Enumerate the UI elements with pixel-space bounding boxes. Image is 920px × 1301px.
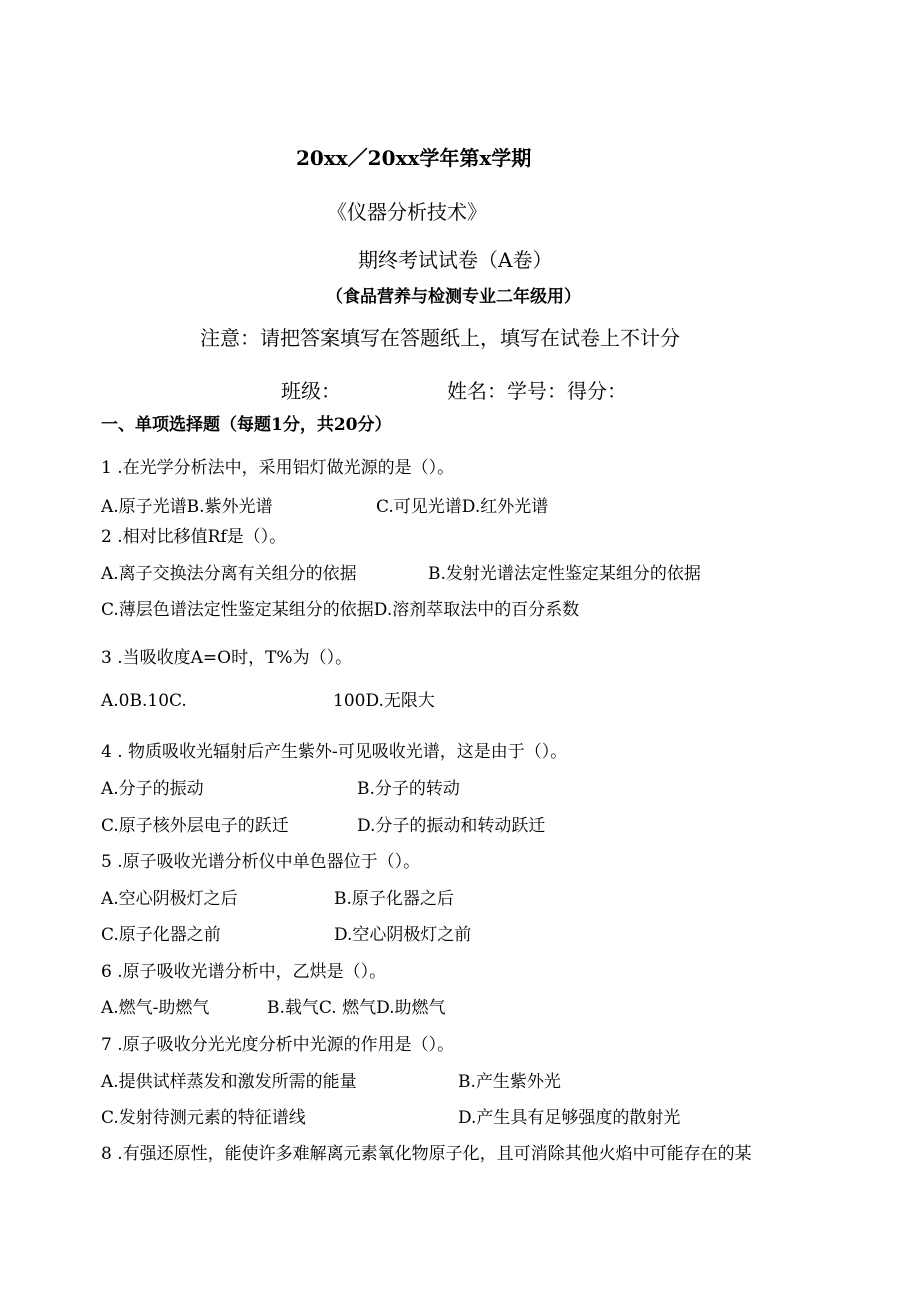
question-option: B.发射光谱法定性鉴定某组分的依据 — [428, 564, 701, 584]
question-option: A.分子的振动 — [101, 779, 204, 799]
question-stem: 1 .在光学分析法中，采用铝灯做光源的是（）。 — [101, 458, 455, 478]
question-option: D.分子的振动和转动跃迁 — [357, 816, 546, 836]
question-option: A.燃气-助燃气 — [101, 998, 210, 1018]
question-stem: 4 . 物质吸收光辐射后产生紫外-可见吸收光谱，这是由于（）。 — [101, 742, 568, 762]
question-option: B.载气C. 燃气D.助燃气 — [267, 998, 446, 1018]
question-option: A.离子交换法分离有关组分的依据 — [101, 564, 357, 584]
question-stem: 8 .有强还原性，能使许多难解离元素氧化物原子化，且可消除其他火焰中可能存在的某 — [101, 1144, 752, 1164]
question-stem: 3 .当吸收度A=O时，T%为（）。 — [101, 648, 353, 668]
class-label: 班级： — [281, 379, 341, 403]
question-option: 100D.无限大 — [333, 691, 435, 711]
question-option: D.空心阴极灯之前 — [334, 925, 472, 945]
question-option: C.原子化器之前 — [101, 925, 221, 945]
question-stem: 5 .原子吸收光谱分析仪中单色器位于（）。 — [101, 852, 421, 872]
question-stem: 7 .原子吸收分光光度分析中光源的作用是（）。 — [101, 1035, 455, 1055]
course-title: 《仪器分析技术》 — [327, 200, 487, 224]
question-option: C.可见光谱D.红外光谱 — [376, 497, 549, 517]
question-option: C.发射待测元素的特征谱线 — [101, 1108, 306, 1128]
question-option: A.空心阴极灯之后 — [101, 889, 238, 909]
question-option: B.产生紫外光 — [458, 1072, 561, 1092]
question-stem: 2 .相对比移值Rf是（）。 — [101, 527, 287, 547]
question-option: C.原子核外层电子的跃迁 — [101, 816, 289, 836]
name-id-score-label: 姓名：学号：得分： — [447, 379, 627, 403]
question-option: A.0B.10C. — [101, 691, 187, 711]
question-option: B.原子化器之后 — [334, 889, 454, 909]
exam-title: 期终考试试卷（A卷） — [358, 248, 553, 272]
question-option: A.原子光谱B.紫外光谱 — [101, 497, 273, 517]
notice-text: 注意：请把答案填写在答题纸上，填写在试卷上不计分 — [200, 326, 680, 350]
section-title: 一、单项选择题（每题1分，共20分） — [101, 415, 392, 435]
question-stem: 6 .原子吸收光谱分析中，乙烘是（）。 — [101, 962, 387, 982]
question-option: A.提供试样蒸发和激发所需的能量 — [101, 1072, 357, 1092]
audience-subtitle: （食品营养与检测专业二年级用） — [326, 287, 581, 307]
question-option: B.分子的转动 — [357, 779, 460, 799]
question-option: C.薄层色谱法定性鉴定某组分的依据D.溶剂萃取法中的百分系数 — [101, 600, 580, 620]
term-title: 20xx／20xx学年第x学期 — [296, 146, 532, 170]
question-option: D.产生具有足够强度的散射光 — [458, 1108, 681, 1128]
